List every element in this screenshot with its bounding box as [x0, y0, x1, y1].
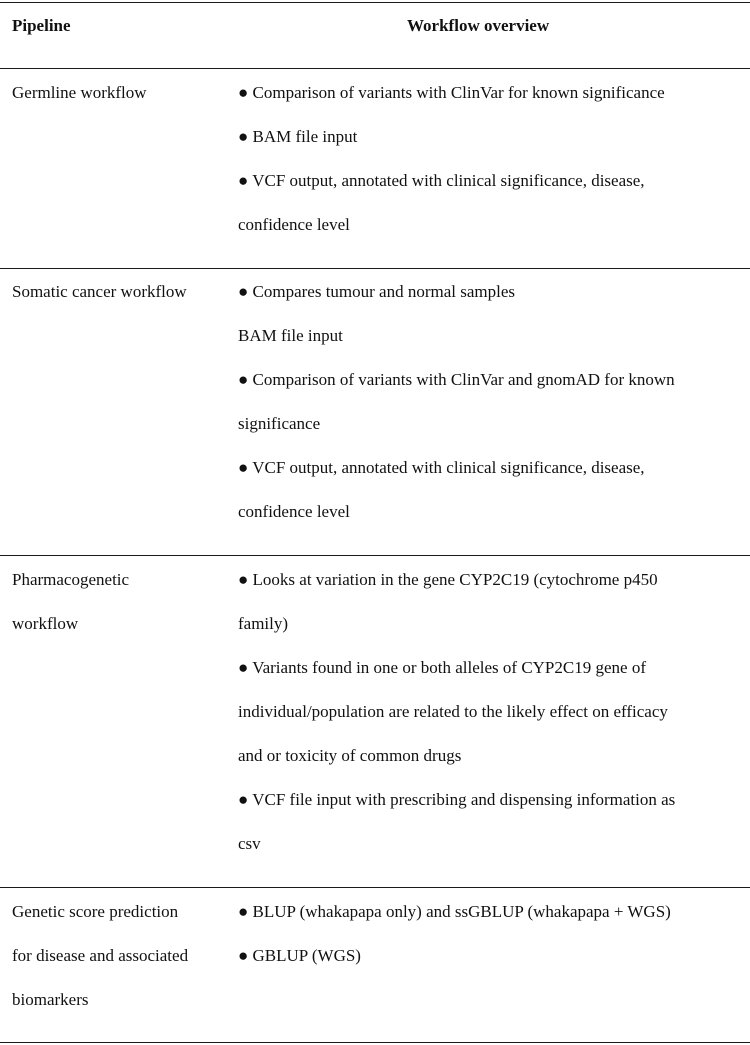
- overview-line: ● VCF file input with prescribing and dispensing information as: [238, 790, 676, 809]
- pipeline-line: Somatic cancer workflow: [12, 282, 187, 301]
- row-divider: [0, 268, 750, 269]
- header-pipeline: Pipeline: [12, 16, 71, 35]
- table-top-rule: [0, 2, 750, 3]
- row-4-overview: [238, 890, 671, 978]
- pipeline-line: biomarkers: [12, 990, 89, 1009]
- overview-line: ● GBLUP (WGS): [238, 946, 361, 965]
- overview-line: csv: [238, 834, 261, 853]
- overview-line: significance: [238, 414, 321, 433]
- pipeline-line: Genetic score prediction: [12, 902, 179, 921]
- pipeline-line: Pharmacogenetic: [12, 570, 130, 589]
- table-bottom-rule: [0, 1042, 750, 1043]
- row-divider: [0, 887, 750, 888]
- overview-line: and or toxicity of common drugs: [238, 746, 462, 765]
- overview-line: ● Looks at variation in the gene CYP2C19 (cytochrome p450: [238, 570, 658, 589]
- overview-line: ● Comparison of variants with ClinVar for known significance: [238, 83, 665, 102]
- row-1-overview: [238, 71, 665, 247]
- pipeline-line: for disease and associated: [12, 946, 189, 965]
- overview-line: individual/population are related to the likely effect on efficacy: [238, 702, 668, 721]
- row-2-pipeline: [12, 270, 187, 314]
- pipeline-line: workflow: [12, 614, 79, 633]
- overview-line: ● BAM file input: [238, 127, 358, 146]
- overview-line: family): [238, 614, 289, 633]
- overview-line: BAM file input: [238, 326, 343, 345]
- overview-line: ● VCF output, annotated with clinical significance, disease,: [238, 458, 645, 477]
- row-4-pipeline: [12, 890, 188, 1022]
- header-bottom-rule: [0, 68, 750, 69]
- overview-line: ● Comparison of variants with ClinVar and gnomAD for known: [238, 370, 675, 389]
- row-3-overview: [238, 558, 675, 866]
- header-workflow-overview: Workflow overview: [407, 16, 550, 35]
- row-divider: [0, 555, 750, 556]
- overview-line: confidence level: [238, 502, 350, 521]
- overview-line: ● Compares tumour and normal samples: [238, 282, 516, 301]
- row-2-overview: [238, 270, 675, 534]
- overview-line: ● Variants found in one or both alleles of CYP2C19 gene of: [238, 658, 646, 677]
- row-1-pipeline: [12, 71, 147, 115]
- pipeline-line: Germline workflow: [12, 83, 147, 102]
- row-3-pipeline: [12, 558, 129, 646]
- overview-line: ● BLUP (whakapapa only) and ssGBLUP (whakapapa + WGS): [238, 902, 671, 921]
- overview-line: confidence level: [238, 215, 350, 234]
- overview-line: ● VCF output, annotated with clinical significance, disease,: [238, 171, 645, 190]
